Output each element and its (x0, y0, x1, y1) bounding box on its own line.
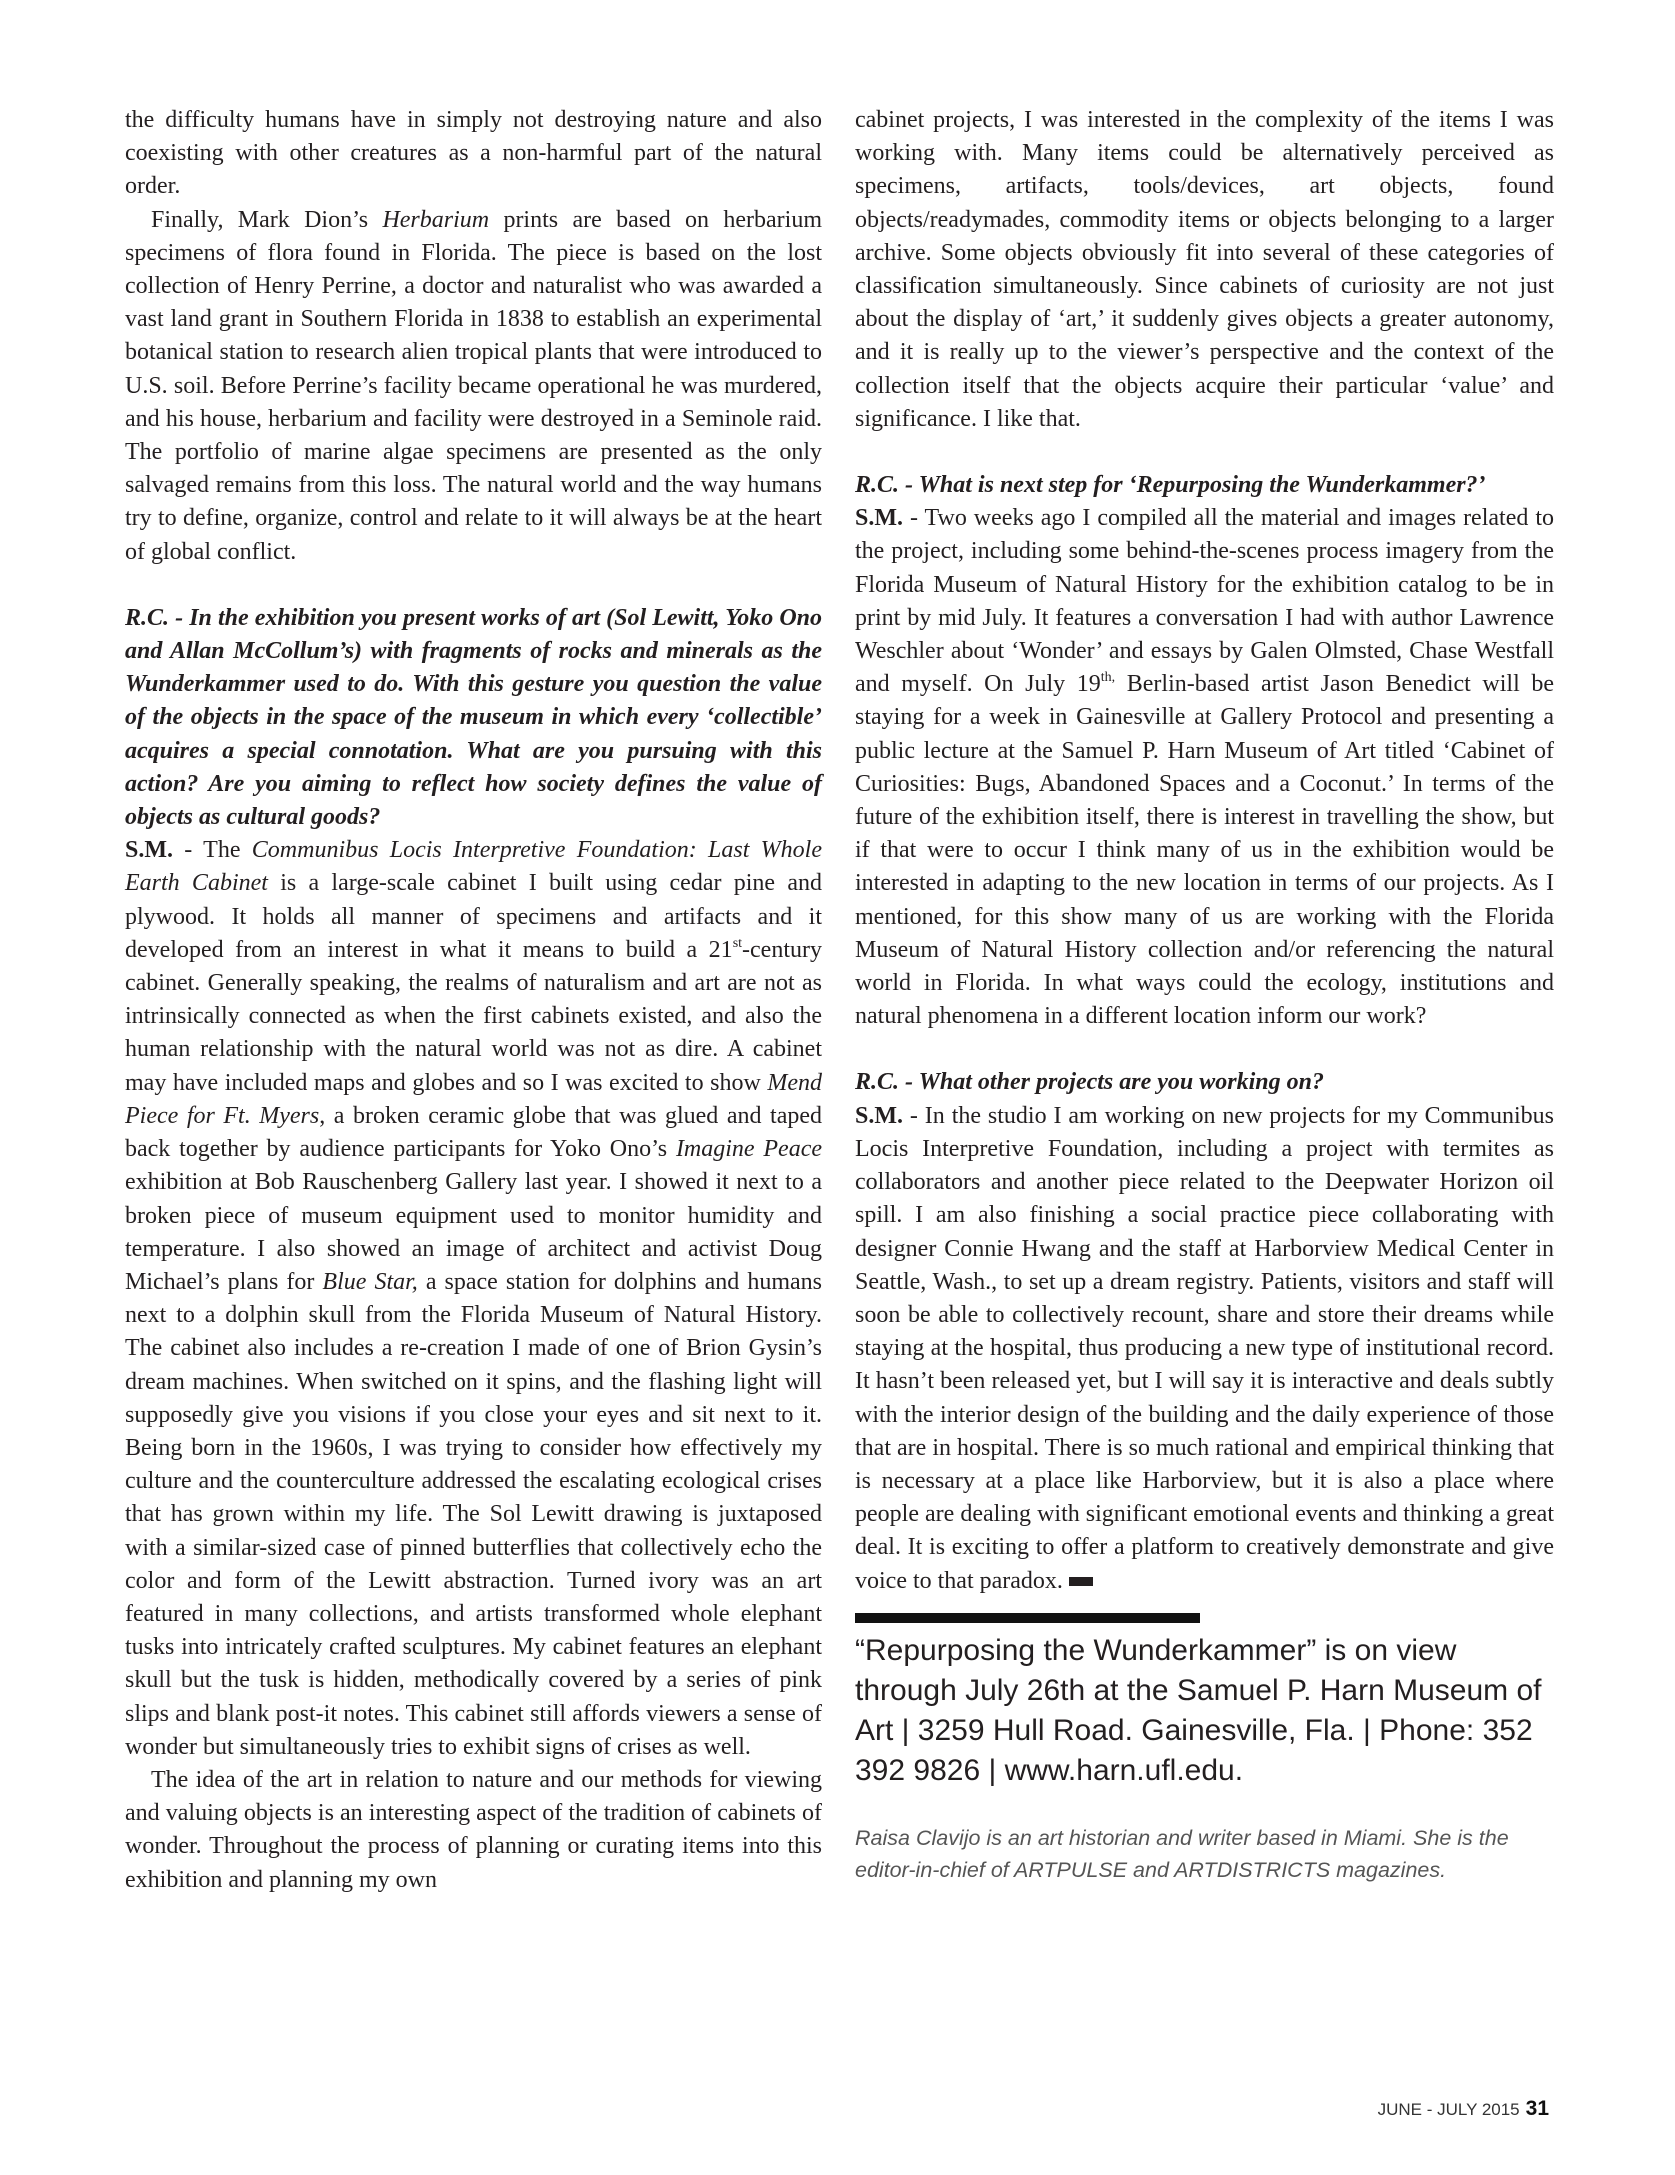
paragraph-herbarium (125, 204, 822, 569)
text-run: - Two weeks ago I compiled all the material and images related to the project, including some behind-the-scenes process imagery from the Florida Museum of Natural History for the exhibition catalog to be in print by mid July. It features a conversation I had with author Lawrence Weschler about ‘Wonder’ and essays by Galen Olmsted, Chase Westfall and myself. On July 19 (855, 505, 1554, 698)
issue-date: JUNE - JULY 2015 (1377, 2100, 1520, 2119)
answer-sm-3 (855, 1100, 1554, 1598)
text-run: Finally, Mark Dion’s (151, 206, 383, 233)
author-bio: Raisa Clavijo is an art historian and writer based in Miami. She is the editor-in-chief of ARTPULSE and ARTDISTRICTS magazines. (855, 1825, 1509, 1882)
text-run: -century cabinet. Generally speaking, the realms of naturalism and art are not as intrinsically connected as when the first cabinets existed, and also the human relationship with the natural world was not as dire. A cabinet may have included maps and globes and so I was excited to show (125, 936, 822, 1096)
artwork-title: Mend Piece for Ft. Myers (125, 1069, 822, 1129)
paragraph-cabinet-projects: cabinet projects, I was interested in the complexity of the items I was working with. Many items could be alternatively perceived as specimens, artifacts, tools/devices, art objects, found objects/readymades, commodity items or objects belonging to a larger archive. Some objects obviously fit into several of these categories of classification simultaneously. Since cabinets of curiosity are not just about the display of ‘art,’ it suddenly gives objects a greater autonomy, and it is really up to the viewer’s perspective and the context of the collection itself that the objects acquire their particular ‘value’ and significance. I like that. (855, 107, 1554, 432)
spacer (855, 1033, 1554, 1066)
page-footer (1378, 2097, 1549, 2121)
ordinal-superscript: st (732, 935, 743, 951)
text-run: Berlin-based artist Jason Benedict will be staying for a week in Gainesville at Gallery Protocol and presenting a public lecture at the Samuel P. Harn Museum of Art titled ‘Cabinet of Curiosities: Bugs, Abandoned Spaces and a Coconut.’ In terms of the future of the exhibition itself, there is interest in travelling the show, but if that were to occur I think many of us in the exhibition would be interested in adapting to the new location in terms of our projects. As I mentioned, for this show many of us are working with the Florida Museum of Natural History collection and/or referencing the natural world in Florida. In what ways could the ecology, institutions and natural phenomena in a different location inform our work? (855, 671, 1555, 1030)
speaker-label: S.M. (855, 1102, 903, 1129)
speaker-label: S.M. (855, 505, 903, 532)
answer-sm-1 (125, 834, 822, 1764)
text-run: is a large-scale cabinet I built using cedar pine and plywood. It holds all manner of specimens and artifacts and it developed from an interest in what it means to build a 21 (125, 870, 822, 963)
artwork-title: Herbarium (382, 206, 490, 233)
artwork-title: Communibus Locis Interpretive Foundation: Last Whole Earth Cabinet (125, 837, 822, 897)
divider-rule (855, 1613, 1200, 1623)
speaker-label: S.M. (125, 837, 173, 864)
text-run: , a broken ceramic globe that was glued and taped back together by audience participants for Yoko Ono’s (125, 1102, 822, 1163)
ordinal-superscript: th, (1100, 670, 1116, 686)
spacer (125, 569, 822, 602)
question-rc-2: R.C. - What is next step for ‘Repurposing the Wunderkammer?’ (855, 472, 1486, 499)
left-column (125, 104, 822, 1897)
text-run: prints are based on herbarium specimens of flora found in Florida. The piece is based on the lost collection of Henry Perrine, a doctor and naturalist who was awarded a vast land grant in Southern Florida in 1838 to establish an experimental botanical station to research alien tropical plants that were introduced to U.S. soil. Before Perrine’s facility became operational he was murdered, and his house, herbarium and facility were destroyed in a Seminole raid. The portfolio of marine algae specimens are presented as the only salvaged remains from this loss. The natural world and the way humans try to define, organize, control and relate to it will always be at the heart of global conflict. (125, 206, 823, 565)
paragraph-cabinets-of-wonder: The idea of the art in relation to nature and our methods for viewing and valuing objects is an interesting aspect of the tradition of cabinets of wonder. Throughout the process of planning or curating items into this exhibition and planning my own (125, 1766, 822, 1893)
exhibition-info: “Repurposing the Wunderkammer” is on view through July 26th at the Samuel P. Harn Museum of Art | 3259 Hull Road. Gainesville, Fla. | Phone: 352 392 9826 | www.harn.ufl.edu. (855, 1633, 1542, 1787)
artwork-title: Blue Star, (322, 1268, 418, 1295)
right-column (855, 104, 1554, 1886)
page-number: 31 (1525, 2097, 1549, 2120)
end-of-article-mark (1069, 1577, 1093, 1586)
text-run: - The (173, 837, 252, 864)
text-run: - In the studio I am working on new projects for my Communibus Locis Interpretive Foundation, including a project with termites as collaborators and another piece related to the Deepwater Horizon oil spill. I am also finishing a social practice piece collaborating with designer Connie Hwang and the staff at Harborview Medical Center in Seattle, Wash., to set up a dream registry. Patients, visitors and staff will soon be able to collectively recount, share and store their dreams while staying at the hospital, thus producing a new type of institutional record. It hasn’t been released yet, but I will say it is interactive and deals subtly with the interior design of the building and the daily experience of those that are in hospital. There is so much rational and empirical thinking that is necessary at a place like Harborview, but it is also a place where people are dealing with significant emotional events and thinking a great deal. It is exciting to offer a platform to creatively demonstrate and give voice to that paradox. (855, 1102, 1554, 1594)
question-rc-3: R.C. - What other projects are you working on? (855, 1069, 1324, 1096)
spacer (855, 436, 1554, 469)
question-rc-1: R.C. - In the exhibition you present works of art (Sol Lewitt, Yoko Ono and Allan McCollum’s) with fragments of rocks and minerals as the Wunderkammer used to do. With this gesture you question the value of the objects in the space of the museum in which every ‘collectible’ acquires a special connotation. What are you pursuing with this action? Are you aiming to reflect how society defines the value of objects as cultural goods? (125, 604, 822, 831)
text-run: exhibition at Bob Rauschenberg Gallery last year. I showed it next to a broken piece of museum equipment used to monitor humidity and temperature. I also showed an image of architect and activist Doug Michael’s plans for (125, 1169, 822, 1295)
text-run: a space station for dolphins and humans next to a dolphin skull from the Florida Museum of Natural History. The cabinet also includes a re-creation I made of one of Brion Gysin’s dream machines. When switched on it spins, and the flashing light will supposedly give you visions if you close your eyes and sit next to it. Being born in the 1960s, I was trying to consider how effectively my culture and the counterculture addressed the escalating ecological crises that has grown within my life. The Sol Lewitt drawing is juxtaposed with a similar-sized case of pinned butterflies that collectively echo the color and form of the Lewitt abstraction. Turned ivory was an art featured in many collections, and artists transformed whole elephant tusks into intricately crafted sculptures. My cabinet features an elephant skull but the tusk is hidden, methodically covered by a series of pink slips and blank post-it notes. This cabinet still affords viewers a sense of wonder but simultaneously tries to exhibit signs of crises as well. (125, 1268, 823, 1760)
answer-sm-2 (855, 502, 1554, 1033)
paragraph-dion-ending: the difficulty humans have in simply not destroying nature and also coexisting with other creatures as a non-harmful part of the natural order. (125, 107, 822, 200)
exhibition-title: Imagine Peace (675, 1136, 822, 1163)
